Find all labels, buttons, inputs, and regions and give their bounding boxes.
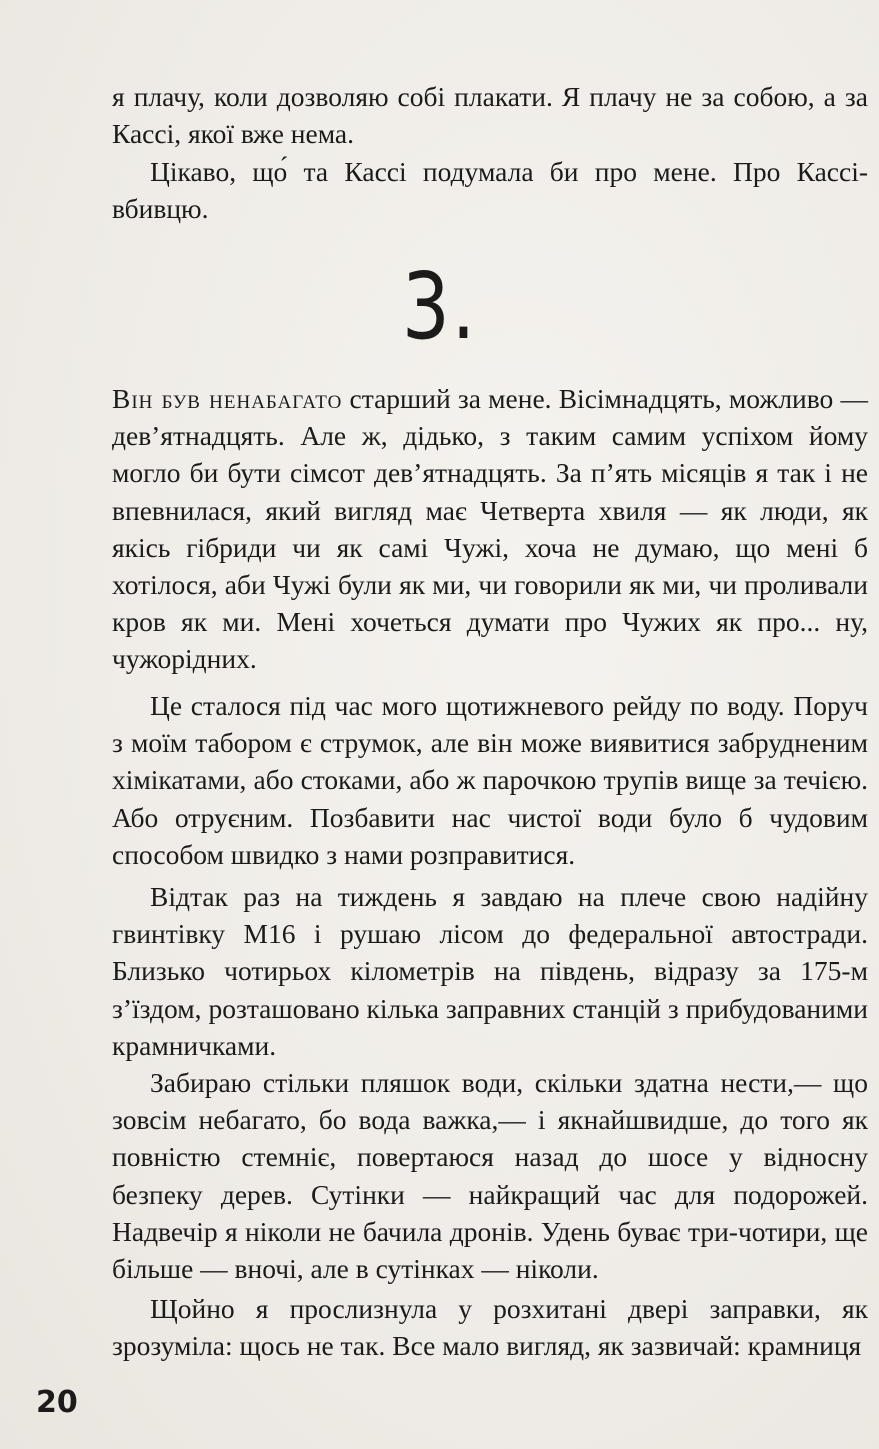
body-paragraph-1-text: старший за мене. Вісімнадцять, можливо — дев’ятнадцять. Але ж, дідько, з таким самим успіхом йому могло би бути сімсот дев’ятнадцять. За п’ять місяців я так і не впевнилася, який вигляд має Четверта хвиля — як люди, як якісь гібриди чи як самі Чужі, хоча не думаю, що мені б хотілося, аби Чужі були як ми, чи говорили як ми, чи проливали кров як ми. Мені хочеться думати про Чужих як про... ну, чужорідних. — [112, 383, 869, 675]
body-paragraph-2: Це сталося під час мого щотижневого рейду по воду. Поруч з моїм табором є струмок, але він може виявитися забрудненим хімікатами, або стоками, або ж парочкою трупів вище за течією. Або отруєним. Позбавити нас чистої води було б чудовим способом швидко з нами розправитися. — [112, 690, 868, 870]
body-paragraph-1 — [112, 380, 868, 678]
body-paragraph-3: Відтак раз на тиждень я завдаю на плече свою надійну гвинтівку М16 і рушаю лісом до федеральної автостради. Близько чотирьох кілометрів на південь, відразу за 175-м з’їздом, розташовано кілька заправних станцій з прибудованими крамничками. — [112, 881, 868, 1061]
chapter-number: 3. — [401, 253, 478, 360]
chapter-lead-words: Він був ненабагато — [112, 383, 343, 414]
opening-paragraph-2: Цікаво, що́ та Кассі подумала би про мене. Про Кассі-вбивцю. — [112, 156, 868, 225]
body-paragraph-5: Щойно я прослизнула у розхитані двері заправки, як зрозуміла: щось не так. Все мало вигляд, як зазвичай: крамниця — [112, 1293, 868, 1362]
page-number: 20 — [36, 1385, 78, 1420]
opening-paragraph-1: я плачу, коли дозволяю собі плакати. Я плачу не за собою, а за Кассі, якої вже нема. — [112, 81, 868, 150]
body-paragraph-4: Забираю стільки пляшок води, скільки здатна нести,— що зовсім небагато, бо вода важка,— і якнайшвидше, до того як повністю стемніє, повертаюся назад до шосе у відносну безпеку дерев. Сутінки — найкращий час для подорожей. Надвечір я ніколи не бачила дронів. Удень буває три-чотири, ще більше — вночі, але в сутінках — ніколи. — [112, 1067, 868, 1285]
